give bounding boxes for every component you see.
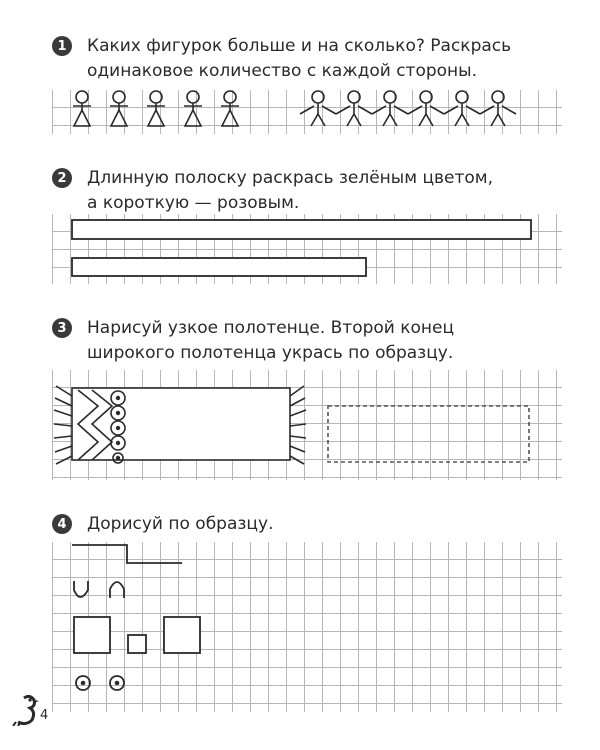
task-number-badge: 2 <box>52 168 72 188</box>
task-number-badge: 1 <box>52 36 72 56</box>
task-number-badge: 4 <box>52 514 72 534</box>
large-square-pattern <box>164 617 200 653</box>
task-text-line: Дорисуй по образцу. <box>87 514 274 534</box>
u-shape-pattern <box>74 581 88 597</box>
page-number: 4 <box>40 708 49 723</box>
task-text-line: Длинную полоску раскрась зелёным цветом, <box>87 168 494 188</box>
task-text-line: а короткую — розовым. <box>87 193 300 213</box>
bird-icon <box>12 692 42 726</box>
small-square-pattern <box>128 635 146 653</box>
task-text-line: Каких фигурок больше и на сколько? Раскрась <box>87 36 512 56</box>
large-square-pattern <box>74 617 110 653</box>
task-text-line: одинаковое количество с каждой стороны. <box>87 61 477 81</box>
task-number-badge: 3 <box>52 318 72 338</box>
task-text-line: Нарисуй узкое полотенце. Второй конец <box>87 318 455 338</box>
arch-shape-pattern <box>110 582 124 598</box>
step-line-pattern <box>72 545 182 563</box>
task-text-line: широкого полотенца укрась по образцу. <box>87 343 454 363</box>
